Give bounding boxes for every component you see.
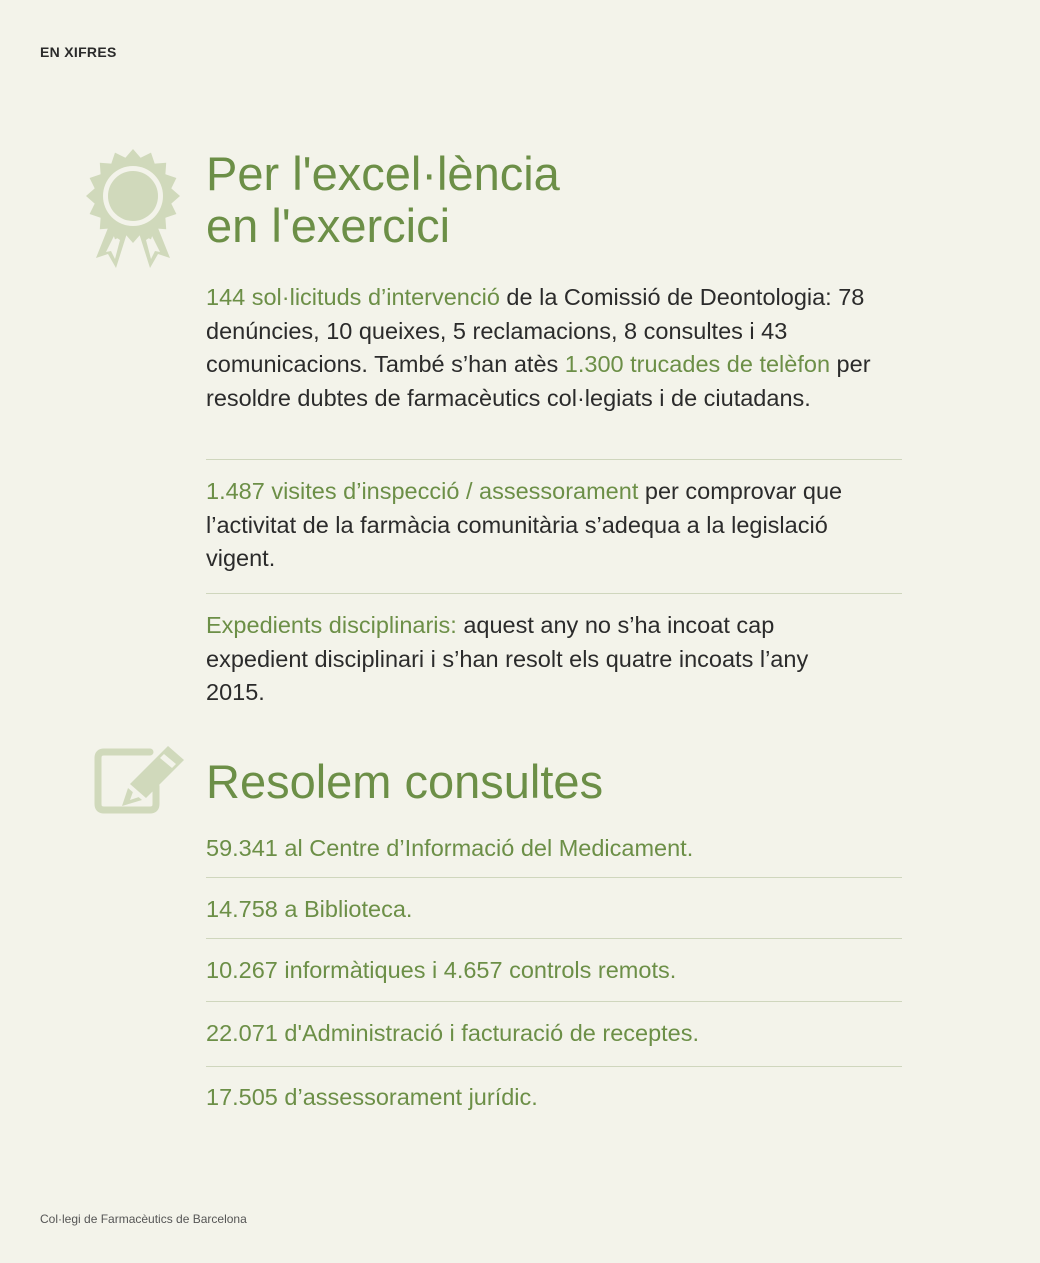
paragraph-interventions: 144 sol·licituds d’intervenció de la Comissió de Deontologia: 78 denúncies, 10 queixes, 5 reclamacions, 8 consultes i 43 comunicacions. També s’han atès 1.300 trucades de telèfon per resoldre dubtes de farmacèutics col·legiats i de ciutadans. [206,284,871,411]
title-line-1: Per l'excel·lència [206,147,560,200]
footer-organization: Col·legi de Farmacèutics de Barcelona [40,1212,247,1226]
edit-pencil-icon [92,742,188,818]
divider [206,938,902,939]
section-title-excellence [206,148,560,252]
highlight-visits: 1.487 visites d’inspecció / assessorament [206,478,639,504]
highlight-requests: 144 sol·licituds d’intervenció [206,284,500,310]
paragraph-disciplinary: Expedients disciplinaris: aquest any no s’ha incoat cap expedient disciplinari i s’han resolt els quatre incoats l’any 2015. [206,612,809,705]
list-item: 59.341 al Centre d’Informació del Medicament. [206,835,694,861]
section-label: EN XIFRES [40,44,117,60]
highlight-calls: 1.300 trucades de telèfon [564,351,831,377]
divider [206,1066,902,1067]
divider [206,593,902,594]
title-line-2: en l'exercici [206,199,451,252]
highlight-disciplinary: Expedients disciplinaris: [206,612,457,638]
list-item: 17.505 d’assessorament jurídic. [206,1084,538,1110]
divider [206,459,902,460]
paragraph-inspections: 1.487 visites d’inspecció / assessorament per comprovar que l’activitat de la farmàcia comunitària s’adequa a la legislació vigent. [206,478,843,571]
award-ribbon-icon [78,140,188,272]
section-title-consultations: Resolem consultes [206,755,604,808]
list-item: 14.758 a Biblioteca. [206,896,413,922]
divider [206,1001,902,1002]
list-item: 22.071 d'Administració i facturació de receptes. [206,1020,700,1046]
divider [206,877,902,878]
list-item: 10.267 informàtiques i 4.657 controls remots. [206,957,677,983]
